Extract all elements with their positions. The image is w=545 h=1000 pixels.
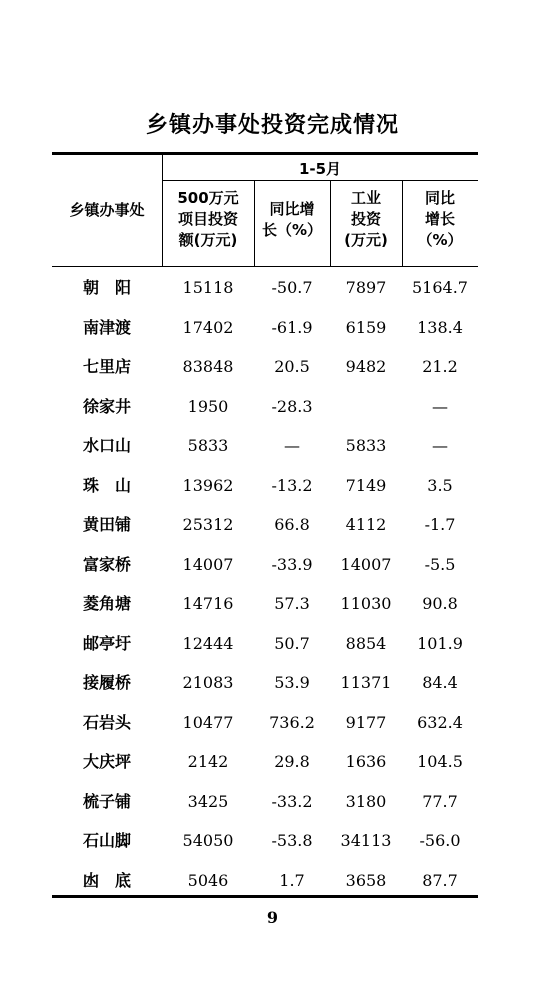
table-row (52, 742, 478, 782)
value-cell: 21083 (182, 673, 234, 692)
table-row (52, 426, 478, 466)
value-cell: 7897 (345, 278, 387, 297)
value-cell: — (284, 436, 300, 455)
value-cell: 1950 (187, 396, 229, 416)
value-cell: 6159 (345, 317, 387, 337)
value-cell: 3425 (187, 791, 229, 811)
row-name-cell: 朝 阳 (82, 278, 131, 297)
value-cell: -50.7 (271, 278, 313, 297)
value-cell: 17402 (182, 317, 234, 337)
table-row (52, 466, 478, 506)
table-row (52, 782, 478, 822)
value-cell: 20.5 (274, 357, 310, 376)
header-line: 工业 (350, 189, 381, 207)
row-name-cell: 接履桥 (82, 673, 131, 692)
value-cell: 15118 (182, 278, 234, 297)
header-line: (万元) (344, 231, 388, 249)
row-name-cell: 邮亭圩 (82, 633, 131, 653)
value-cell: 3.5 (427, 475, 453, 495)
value-cell: 90.8 (422, 594, 458, 613)
value-cell: 87.7 (422, 870, 458, 890)
value-cell: -53.8 (271, 831, 313, 850)
table-row (52, 387, 478, 427)
value-cell: 54050 (182, 831, 234, 850)
table-row (52, 545, 478, 585)
col-header-yoy-2 (402, 188, 478, 251)
value-cell: 29.8 (274, 752, 310, 771)
row-name-cell: 珠 山 (82, 475, 131, 495)
value-cell: 14716 (182, 594, 234, 613)
value-cell: 25312 (182, 515, 234, 534)
value-cell: 1636 (345, 752, 387, 771)
value-cell: 4112 (345, 515, 387, 534)
row-name-cell: 七里店 (82, 357, 131, 376)
value-cell: 11371 (340, 673, 392, 692)
table-row (52, 703, 478, 743)
table-top-rule (52, 152, 478, 155)
value-cell: 83848 (182, 357, 234, 376)
header-line: 同比 (424, 189, 455, 207)
row-name-cell: 石岩头 (82, 712, 131, 732)
value-cell: 9177 (345, 712, 387, 732)
header-line: （%） (417, 231, 463, 249)
value-cell: 11030 (340, 594, 392, 613)
header-line: 增长 (424, 210, 455, 228)
value-cell: 53.9 (274, 673, 310, 692)
value-cell: 50.7 (274, 633, 310, 653)
col-header-yoy-1 (254, 199, 330, 241)
value-cell: 5046 (187, 870, 229, 890)
header-line: 额(万元) (178, 231, 238, 249)
row-name-cell: 大庆坪 (82, 752, 131, 771)
row-name-cell: 梳子铺 (82, 791, 131, 811)
value-cell: -61.9 (271, 317, 313, 337)
header-line: 长（%） (261, 221, 323, 239)
table-row (52, 624, 478, 664)
value-cell: 13962 (182, 475, 234, 495)
value-cell: 101.9 (417, 633, 463, 653)
value-cell: -33.9 (271, 554, 313, 574)
value-cell: 14007 (340, 554, 392, 574)
period-divider (162, 180, 478, 181)
value-cell: 21.2 (422, 357, 458, 376)
header-line: 同比增 (269, 200, 315, 218)
row-name-cell: 凼 底 (82, 870, 131, 890)
value-cell: 66.8 (274, 515, 310, 534)
value-cell: -56.0 (419, 831, 461, 850)
row-name-cell: 菱角塘 (82, 594, 131, 613)
value-cell: 9482 (345, 357, 387, 376)
row-name-cell: 富家桥 (82, 554, 131, 574)
value-cell: 10477 (182, 712, 234, 732)
table-row (52, 505, 478, 545)
value-cell: -1.7 (424, 515, 456, 534)
value-cell: 2142 (187, 752, 229, 771)
col-header-industrial-investment (330, 188, 402, 251)
table-row (52, 584, 478, 624)
row-label-header: 乡镇办事处 (69, 201, 145, 219)
row-name-cell: 黄田铺 (82, 515, 131, 534)
header-line: 项目投资 (177, 210, 238, 228)
value-cell: 736.2 (269, 712, 315, 732)
value-cell: 138.4 (417, 317, 463, 337)
value-cell: -28.3 (271, 396, 313, 416)
page-number: 9 (266, 908, 279, 927)
page-title: 乡镇办事处投资完成情况 (145, 113, 399, 138)
value-cell: 84.4 (422, 673, 458, 692)
value-cell: 5833 (187, 436, 229, 455)
value-cell: 1.7 (279, 870, 305, 890)
table-row (52, 663, 478, 703)
value-cell: -33.2 (271, 791, 313, 811)
row-name-cell: 水口山 (82, 436, 131, 455)
value-cell: -13.2 (271, 475, 313, 495)
value-cell: 104.5 (417, 752, 463, 771)
table-row (52, 861, 478, 901)
value-cell: — (432, 396, 448, 416)
table-row (52, 268, 478, 308)
header-line: 500万元 (177, 189, 239, 207)
header-line: 投资 (350, 210, 381, 228)
value-cell: 57.3 (274, 594, 310, 613)
header-bottom-rule (52, 266, 478, 267)
table-row (52, 308, 478, 348)
value-cell: 7149 (345, 475, 387, 495)
value-cell: 77.7 (422, 791, 458, 811)
row-name-cell: 石山脚 (82, 831, 131, 850)
value-cell: 632.4 (417, 712, 463, 732)
value-cell: 5164.7 (412, 278, 468, 297)
value-cell: 14007 (182, 554, 234, 574)
value-cell: 3180 (345, 791, 387, 811)
row-name-cell: 徐家井 (82, 396, 131, 416)
value-cell: -5.5 (424, 554, 456, 574)
row-name-cell: 南津渡 (82, 317, 131, 337)
col-header-project-investment (162, 188, 254, 251)
value-cell: 12444 (182, 633, 234, 653)
value-cell: — (432, 436, 448, 455)
value-cell: 34113 (340, 831, 392, 850)
value-cell: 5833 (345, 436, 387, 455)
table-row (52, 821, 478, 861)
period-header: 1-5月 (298, 160, 342, 178)
value-cell (330, 387, 402, 427)
value-cell: 8854 (345, 633, 387, 653)
value-cell: 3658 (345, 870, 387, 890)
table-row (52, 347, 478, 387)
